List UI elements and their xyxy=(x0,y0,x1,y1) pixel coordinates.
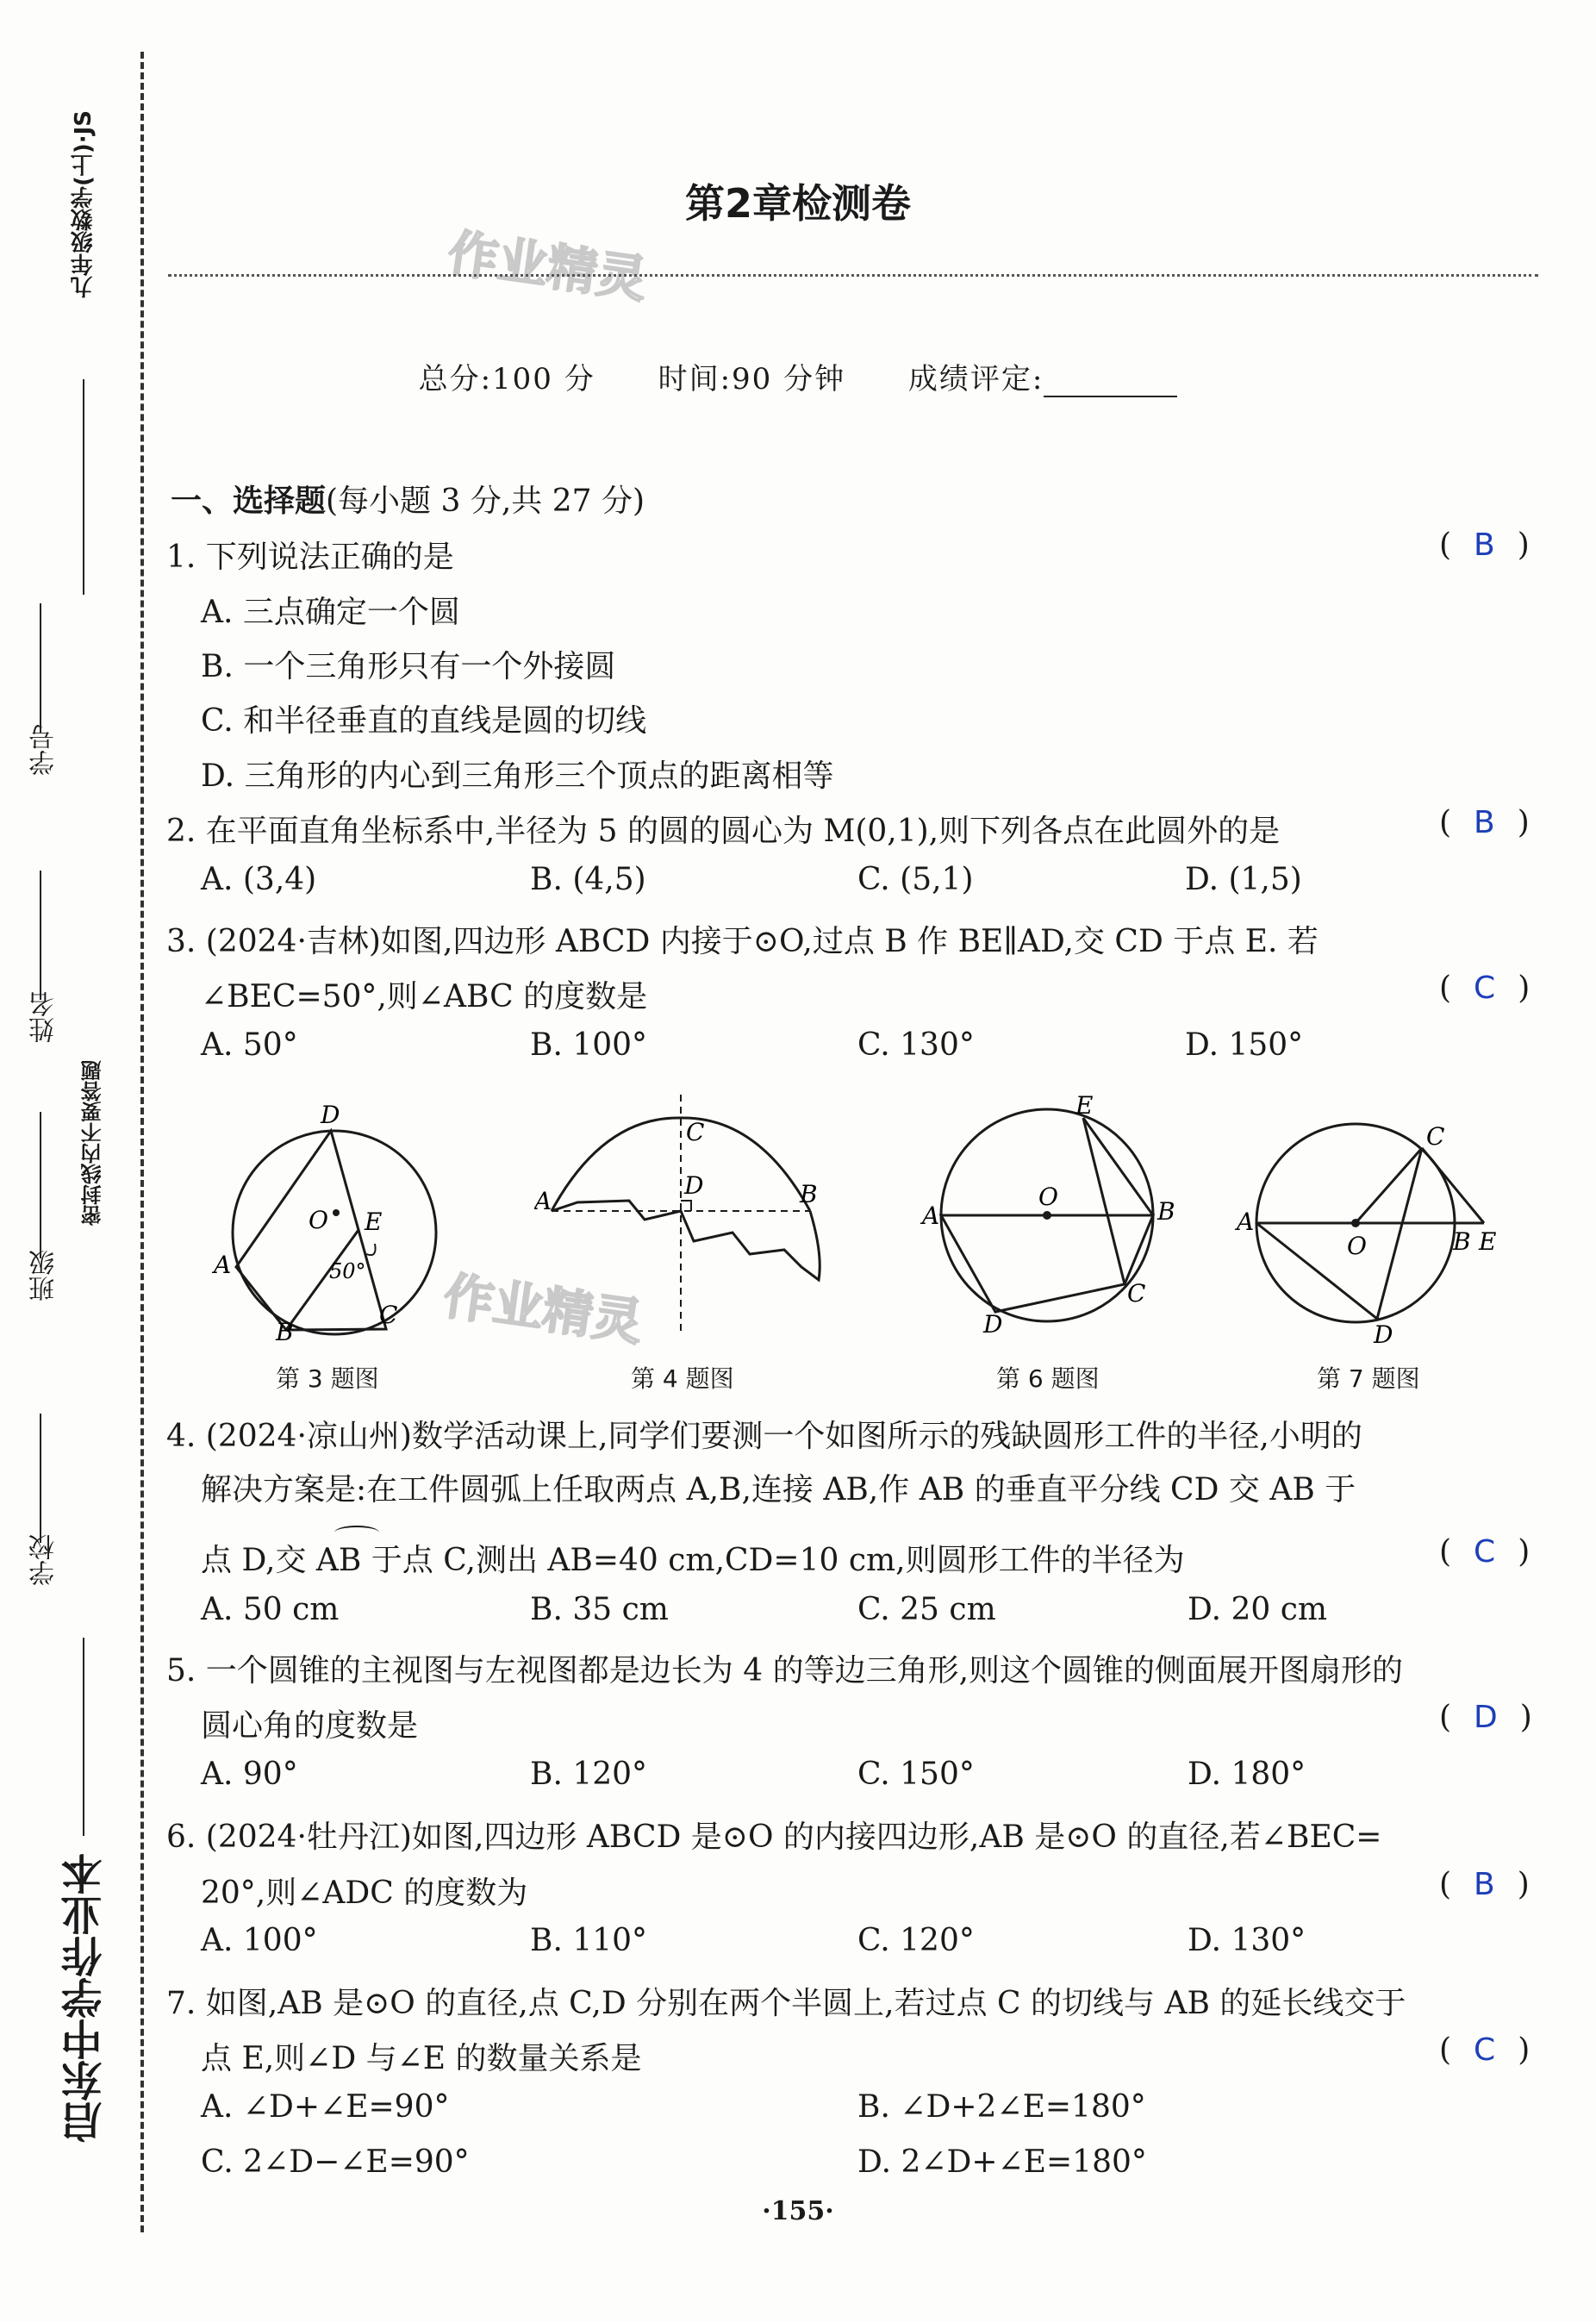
time-limit: 时间:90 分钟 xyxy=(658,362,846,396)
q1-stem: 1. 下列说法正确的是 xyxy=(166,540,454,575)
q3-stem-line2: ∠BEC=50°,则∠ABC 的度数是 xyxy=(201,979,648,1014)
q6-option-d: D. 130° xyxy=(1188,1923,1306,1958)
fig4-right-angle xyxy=(681,1201,691,1211)
fig3-label: A xyxy=(214,1251,232,1279)
q4-stem-line3: 点 D,交 AB 于点 C,测出 AB=40 cm,CD=10 cm,则圆形工件的半径为 xyxy=(201,1543,1185,1578)
fig7-center-dot xyxy=(1351,1219,1360,1227)
fig3-label: O xyxy=(309,1206,328,1234)
class-blank xyxy=(40,1112,41,1258)
sidebar-book-label: 九年级数学(上)·JS xyxy=(71,110,97,299)
q4-option-c: C. 25 cm xyxy=(857,1592,996,1627)
q7-option-a: A. ∠D+∠E=90° xyxy=(201,2089,450,2125)
exam-meta xyxy=(0,355,1596,397)
q5-option-d: D. 180° xyxy=(1188,1757,1306,1792)
q4-option-a: A. 50 cm xyxy=(201,1592,340,1627)
q6-option-c: C. 120° xyxy=(857,1923,975,1958)
q2-option-d: D. (1,5) xyxy=(1185,862,1302,897)
fig7-label: A xyxy=(1237,1208,1255,1236)
figure-6 xyxy=(918,1086,1185,1345)
q5-stem-line1: 5. 一个圆锥的主视图与左视图都是边长为 4 的等边三角形,则这个圆锥的侧面展开图扇形的 xyxy=(166,1653,1404,1688)
sidebar-student-no-label: 学号 xyxy=(29,724,59,776)
name-blank xyxy=(40,871,41,1000)
fig7-label: C xyxy=(1426,1122,1445,1151)
fig4-label: B xyxy=(800,1180,818,1208)
title-rule xyxy=(168,274,1538,277)
q4-option-d: D. 20 cm xyxy=(1188,1592,1328,1627)
q6-stem-line2: 20°,则∠ADC 的度数为 xyxy=(201,1876,528,1911)
fig4-label: C xyxy=(686,1118,705,1146)
fig3-circle xyxy=(233,1131,436,1334)
fig6-center-dot xyxy=(1043,1211,1051,1220)
sidebar-rule-top xyxy=(83,379,84,595)
q6-option-b: B. 110° xyxy=(530,1923,648,1958)
fig7-label: B xyxy=(1453,1227,1471,1256)
grade-field: 成绩评定: xyxy=(908,362,1177,396)
school-blank xyxy=(40,1414,41,1543)
fig3-label: D xyxy=(321,1101,340,1129)
q3-option-c: C. 130° xyxy=(857,1027,975,1063)
q3-stem-line1: 3. (2024·吉林)如图,四边形 ABCD 内接于⊙O,过点 B 作 BE∥AD,交 CD 于点 E. 若 xyxy=(166,924,1319,959)
fig6-label: D xyxy=(983,1310,1003,1339)
q3-option-d: D. 150° xyxy=(1185,1027,1304,1063)
q5-option-a: A. 90° xyxy=(201,1757,298,1792)
q7-option-c: C. 2∠D−∠E=90° xyxy=(201,2144,470,2180)
q7-stem-line1: 7. 如图,AB 是⊙O 的直径,点 C,D 分别在两个半圆上,若过点 C 的切线与 AB 的延长线交于 xyxy=(166,1986,1406,2021)
fig3-angle-arc xyxy=(366,1244,376,1255)
student-no-blank xyxy=(40,603,41,733)
section-title: 一、选择题 xyxy=(171,484,327,519)
watermark-top: 作业精灵 xyxy=(444,223,651,309)
fig4-label: D xyxy=(684,1171,704,1200)
q4-stem-line2: 解决方案是:在工件圆弧上任取两点 A,B,连接 AB,作 AB 的垂直平分线 CD 交 AB 于 xyxy=(201,1472,1356,1507)
q2-option-a: A. (3,4) xyxy=(201,862,317,897)
q7-answer: ( C ) xyxy=(1439,2032,1531,2068)
fig7-caption: 第 7 题图 xyxy=(1317,1364,1420,1393)
sidebar-seal-note: 密封线内不要答题 xyxy=(81,1060,105,1226)
fig7-label: E xyxy=(1479,1227,1497,1256)
q3-option-b: B. 100° xyxy=(530,1027,648,1063)
fig4-caption: 第 4 题图 xyxy=(631,1364,734,1393)
page-title: 第2章检测卷 xyxy=(684,180,911,227)
sidebar-brand: 启东中学作业本 xyxy=(61,1853,109,2143)
q7-stem-line2: 点 E,则∠D 与∠E 的数量关系是 xyxy=(201,2041,642,2076)
fig4-label: A xyxy=(534,1187,552,1215)
q1-option-d: D. 三角形的内心到三角形三个顶点的距离相等 xyxy=(201,758,834,794)
q1-option-a: A. 三点确定一个圆 xyxy=(201,595,460,630)
total-score: 总分:100 分 xyxy=(418,362,595,396)
sidebar-name-label: 姓名 xyxy=(29,991,59,1043)
fig3-label: B xyxy=(276,1318,294,1340)
fig3-label: C xyxy=(379,1301,398,1329)
watermark-middle: 作业精灵 xyxy=(440,1266,646,1352)
q2-stem: 2. 在平面直角坐标系中,半径为 5 的圆的圆心为 M(0,1),则下列各点在此圆外的是 xyxy=(166,814,1281,849)
page-number: ·155· xyxy=(762,2196,834,2226)
fig7-label: D xyxy=(1374,1320,1393,1345)
fig7-label: O xyxy=(1347,1232,1367,1260)
q7-option-d: D. 2∠D+∠E=180° xyxy=(857,2144,1147,2180)
q3-answer: ( C ) xyxy=(1439,971,1531,1006)
q2-answer: ( B ) xyxy=(1439,805,1530,840)
figure-7 xyxy=(1232,1112,1517,1345)
grade-blank[interactable] xyxy=(1044,371,1177,397)
fig6-line-ec xyxy=(1083,1118,1125,1284)
q1-option-b: B. 一个三角形只有一个外接圆 xyxy=(201,649,616,684)
q7-option-b: B. ∠D+2∠E=180° xyxy=(857,2089,1146,2125)
q4-stem-line1: 4. (2024·凉山州)数学活动课上,同学们要测一个如图所示的残缺圆形工件的半径,小明的 xyxy=(166,1419,1362,1454)
q5-stem-line2: 圆心角的度数是 xyxy=(201,1708,419,1744)
q4-option-b: B. 35 cm xyxy=(530,1592,669,1627)
figure-3 xyxy=(198,1082,457,1340)
fig6-quadrilateral xyxy=(941,1215,1153,1312)
fig3-label: E xyxy=(365,1208,383,1236)
fig6-label: A xyxy=(922,1202,940,1230)
fig6-label: B xyxy=(1157,1197,1175,1226)
q5-option-c: C. 150° xyxy=(857,1757,975,1792)
fig3-caption: 第 3 题图 xyxy=(276,1364,379,1393)
fig7-lines-acd xyxy=(1256,1148,1422,1319)
q3-option-a: A. 50° xyxy=(201,1027,298,1063)
q6-answer: ( B ) xyxy=(1439,1867,1530,1902)
q2-option-b: B. (4,5) xyxy=(530,862,646,897)
q4-answer: ( C ) xyxy=(1439,1534,1531,1570)
fig3-label: 50° xyxy=(329,1259,366,1283)
section-heading xyxy=(171,477,645,521)
q5-option-b: B. 120° xyxy=(530,1757,648,1792)
fig4-broken-edge xyxy=(552,1201,820,1280)
sidebar-class-label: 班级 xyxy=(29,1250,59,1301)
q5-answer: ( D ) xyxy=(1439,1700,1532,1735)
fig6-caption: 第 6 题图 xyxy=(996,1364,1100,1393)
fig6-label: O xyxy=(1038,1183,1058,1211)
fig6-label: E xyxy=(1075,1091,1094,1120)
q6-stem-line1: 6. (2024·牡丹江)如图,四边形 ABCD 是⊙O 的内接四边形,AB 是⊙O 的直径,若∠BEC= xyxy=(166,1820,1382,1855)
fig6-label: C xyxy=(1127,1279,1146,1308)
q1-answer: ( B ) xyxy=(1439,527,1530,563)
q6-option-a: A. 100° xyxy=(201,1923,318,1958)
q2-option-c: C. (5,1) xyxy=(857,862,974,897)
brand-blank xyxy=(83,1638,84,1836)
fig3-center-dot xyxy=(333,1209,340,1216)
sidebar-school-label: 学校 xyxy=(29,1534,59,1586)
q1-option-c: C. 和半径垂直的直线是圆的切线 xyxy=(201,703,647,739)
section-note: (每小题 3 分,共 27 分) xyxy=(326,484,645,519)
